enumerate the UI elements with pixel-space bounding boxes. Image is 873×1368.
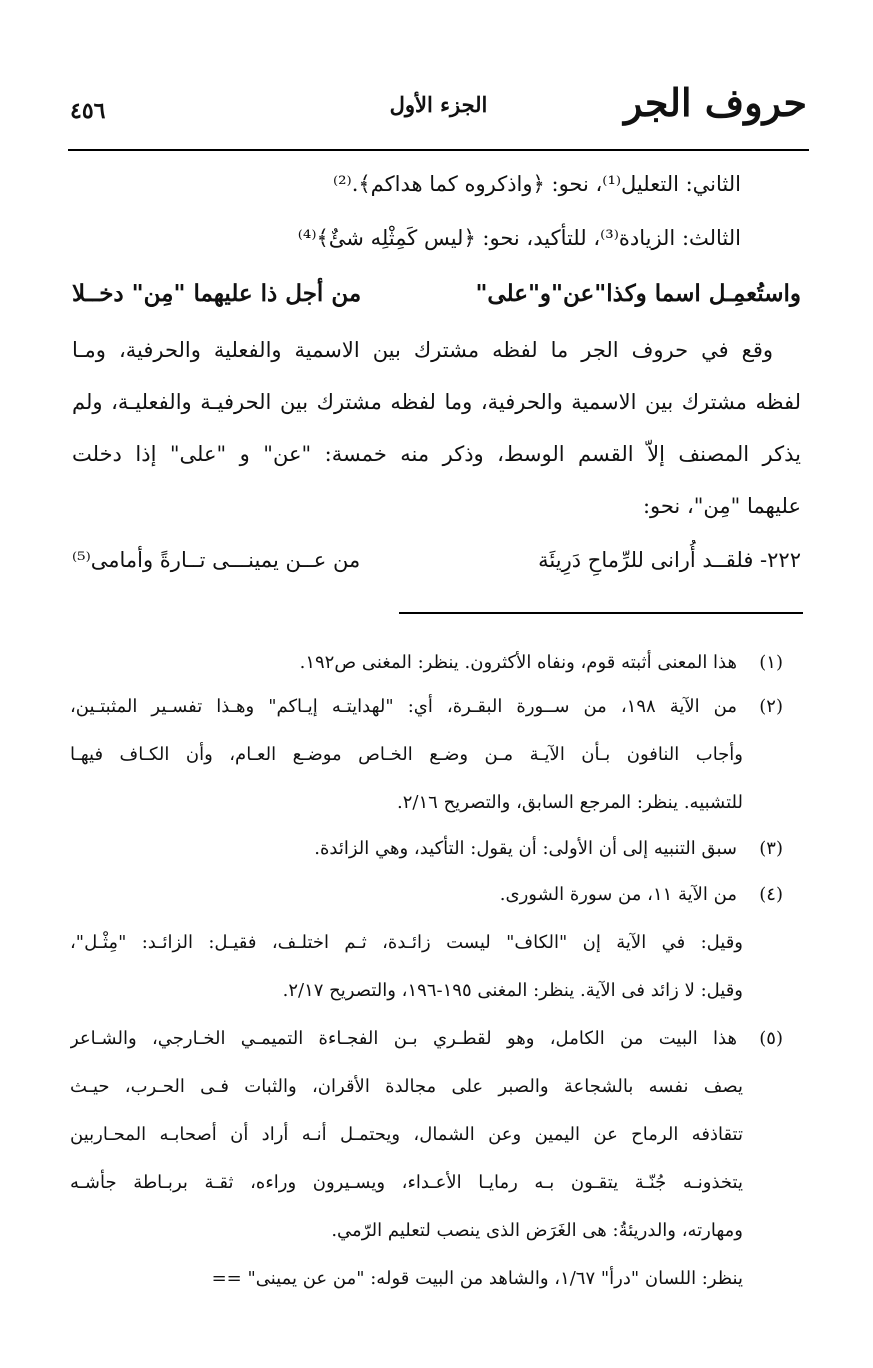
footnote-4-line-2: وقيل: في الآية إن "الكاف" ليست زائـدة، ثـم اختلـف، فقيـل: الزائـد: "مِثْـل"، (70, 932, 743, 953)
footnote-number: (٤) (759, 884, 783, 905)
footnote-5-line-5: ومهارته، والدريئةُ: هى الغَرَض الذى ينصب لتعليم الرّمي. (331, 1220, 743, 1241)
footnote-number: (١) (759, 652, 783, 673)
footnote-number: (٣) (759, 838, 783, 859)
commentary-line-3: يذكر المصنف إلاّ القسم الوسط، وذكر منه خمسة: "عن" و "على" إذا دخلت (72, 442, 801, 466)
footnote-3: سبق التنبيه إلى أن الأولى: أن يقول: التأكيد، وهي الزائدة. (314, 838, 737, 859)
example-two: الثاني: التعليل⁽¹⁾، نحو: ﴿واذكروه كما هداكم﴾.⁽²⁾ (332, 172, 741, 196)
footnote-4-line-3: وقيل: لا زائد فى الآية. ينظر: المغنى ١٩٥-١٩٦، والتصريح ٢/١٧. (282, 980, 743, 1001)
footnote-5-line-4: يتخذونـه جُنّـة يتقـون بـه رمايـا الأعـداء، ويسـيرون وراءه، ثقـة بربـاطة جأشـه (70, 1172, 743, 1193)
commentary-line-4: عليهما "مِن"، نحو: (642, 494, 801, 518)
commentary-line-1: وقع في حروف الجر ما لفظه مشترك بين الاسمية والفعلية والحرفية، ومـا (72, 338, 773, 362)
verse-first-hemistich: واستُعمِـل اسما وكذا"عن"و"على" (475, 280, 801, 307)
footnote-2-line-2: وأجاب النافون بـأن الآيـة مـن وضـع الخـاص موضـع العـام، وأن الكـاف فيهـا (70, 744, 743, 765)
poem-222 (72, 540, 801, 580)
verse-second-hemistich: من أجل ذا عليهما "مِن" دخــلا (72, 280, 362, 307)
commentary-line-2: لفظه مشترك بين الاسمية والحرفية، وما لفظه مشترك بين الحرفيـة والفعليـة، ولم (72, 390, 801, 414)
footnote-number: (٢) (759, 696, 783, 717)
footnote-5-line-1: هذا البيت من الكامل، وهو لقطـري بـن الفجـاءة التميمـي الخـارجي، والشـاعر (70, 1028, 737, 1049)
poem-second-hemistich: من عــن يمينـــى تــارةً وأمامى⁽⁵⁾ (72, 548, 361, 572)
footnote-5-line-6: ينظر: اللسان "درأ" ١/٦٧، والشاهد من البيت قوله: "من عن يمينى" == (211, 1268, 743, 1289)
footnote-4-line-1: من الآية ١١، من سورة الشورى. (499, 884, 737, 905)
page-number: ٤٥٦ (70, 98, 106, 124)
footnote-separator (399, 612, 803, 614)
footnote-1: هذا المعنى أثبته قوم، ونفاه الأكثرون. ينظر: المغنى ص١٩٢. (299, 652, 737, 673)
header-rule (68, 149, 809, 151)
part-label: الجزء الأول (389, 92, 488, 117)
footnote-5-line-3: تتقاذفه الرماح عن اليمين وعن الشمال، ويحتمـل أنـه أراد أن أصحابـه المحـاربين (70, 1124, 743, 1145)
alfiyya-verse (72, 274, 801, 314)
footnote-2-line-3: للتشبيه. ينظر: المرجع السابق، والتصريح ٢/١٦. (397, 792, 743, 813)
example-three: الثالث: الزيادة⁽³⁾، للتأكيد، نحو: ﴿ليس كَمِثْلِه شئٌ﴾⁽⁴⁾ (297, 226, 741, 250)
footnote-number: (٥) (759, 1028, 783, 1049)
poem-first-hemistich: ٢٢٢- فلقــد أُرانى للرِّماحِ دَرِيئَة (538, 548, 801, 572)
page-header (70, 78, 807, 138)
footnote-5-line-2: يصف نفسه بالشجاعة والصبر على مجالدة الأقران، والثبات فـى الحـرب، حيـث (70, 1076, 743, 1097)
chapter-title: حروف الجر (623, 80, 807, 125)
footnote-2-line-1: من الآية ١٩٨، من ســورة البقـرة، أي: "لهدايتـه إيـاكم" وهـذا تفسـير المثبتـين، (70, 696, 737, 717)
